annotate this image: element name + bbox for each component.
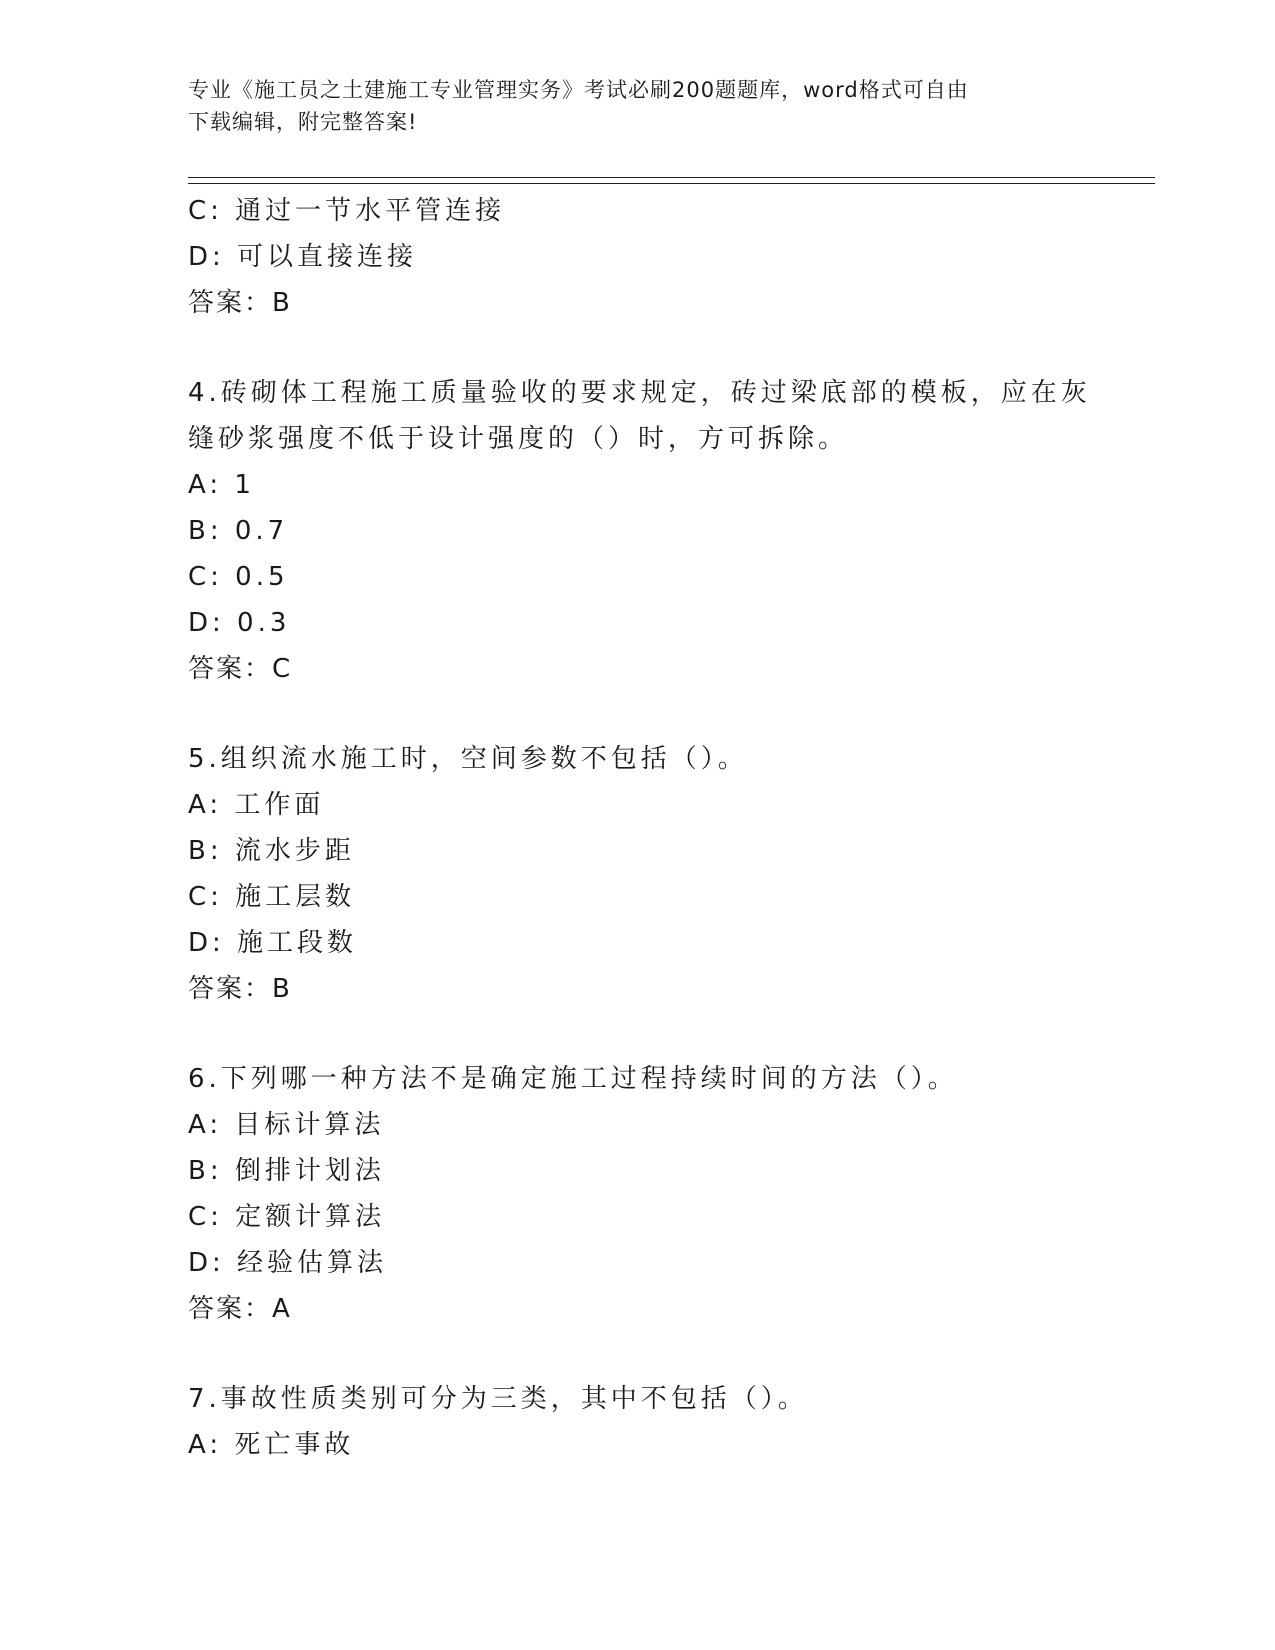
option-d: D: 施工段数 [188,928,358,958]
option-d: D: 经验估算法 [188,1248,388,1278]
header-divider-bottom [188,183,1155,184]
question-stem-line: 7.事故性质类别可分为三类，其中不包括（）。 [188,1384,808,1414]
option-b: B: 0.7 [188,516,289,546]
option-b: B: 流水步距 [188,836,355,866]
option-c: C: 0.5 [188,562,289,592]
question-stem-line: 5.组织流水施工时，空间参数不包括（）。 [188,744,748,774]
question-stem-line: 缝砂浆强度不低于设计强度的（）时，方可拆除。 [188,424,849,454]
question-4 [188,370,1091,692]
question-3-continuation [188,188,1088,326]
spacer [188,1332,1088,1376]
header-line-1: 专业《施工员之土建施工专业管理实务》考试必刷200题题库，word格式可自由 [188,78,969,102]
document-header [188,74,1068,138]
option-a: A: 1 [188,470,255,500]
spacer [188,692,1088,736]
header-divider-top [188,177,1155,178]
header-line-2: 下载编辑，附完整答案! [188,110,418,134]
answer: 答案：C [188,654,293,684]
question-7 [188,1376,1088,1468]
option-d: D: 可以直接连接 [188,242,418,272]
option-c: C: 通过一节水平管连接 [188,196,506,226]
option-b: B: 倒排计划法 [188,1156,385,1186]
question-list [188,188,1091,1468]
option-a: A: 目标计算法 [188,1110,385,1140]
answer: 答案：B [188,974,292,1004]
question-6 [188,1056,1088,1332]
answer: 答案：B [188,288,292,318]
spacer [188,1012,1088,1056]
option-a: A: 工作面 [188,790,325,820]
option-c: C: 施工层数 [188,882,356,912]
option-c: C: 定额计算法 [188,1202,386,1232]
option-a: A: 死亡事故 [188,1430,355,1460]
spacer [188,326,1088,370]
question-stem-line: 6.下列哪一种方法不是确定施工过程持续时间的方法（）。 [188,1064,958,1094]
option-d: D: 0.3 [188,608,291,638]
answer: 答案：A [188,1294,292,1324]
question-5 [188,736,1088,1012]
question-stem-line: 4.砖砌体工程施工质量验收的要求规定，砖过梁底部的模板，应在灰 [188,378,1091,408]
